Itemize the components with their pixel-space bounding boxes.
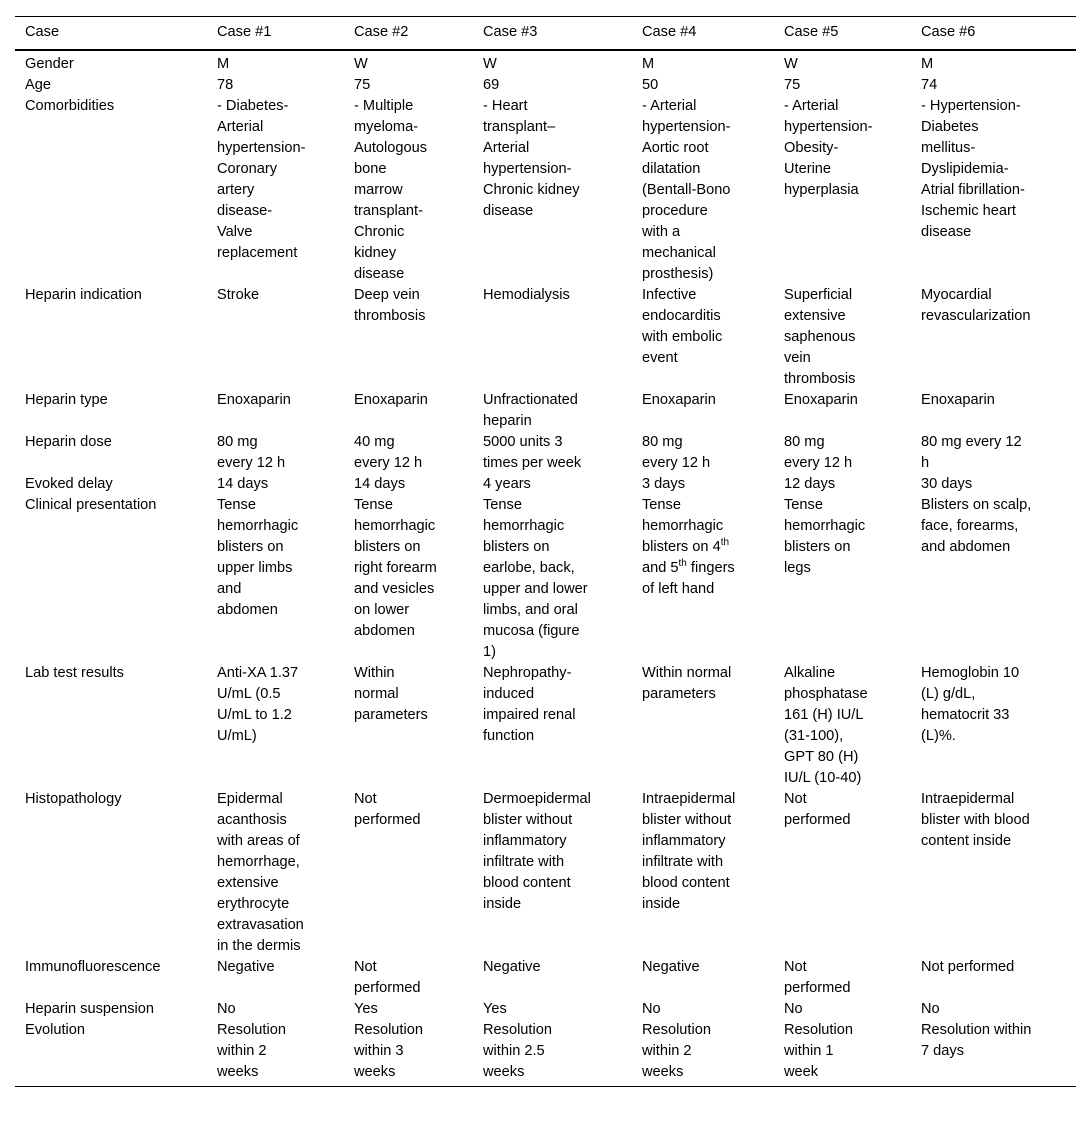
table-cell — [207, 75, 344, 96]
cell-text: 40 mg every 12 h — [354, 434, 423, 471]
cell-text: Within normal parameters — [642, 665, 732, 702]
cell-text: 74 — [921, 77, 938, 93]
cell-text: Not performed — [354, 791, 421, 828]
cell-text: No — [921, 1001, 940, 1017]
cell-text: Hemoglobin 10 (L) g/dL, hematocrit 33 (L)%. — [921, 665, 1020, 744]
cell-text: 80 mg every 12 h — [217, 434, 286, 471]
table-cell — [632, 390, 774, 432]
table-cell — [774, 390, 911, 432]
row-label — [15, 1020, 207, 1087]
cell-text: Yes — [354, 1001, 378, 1017]
superscript-text: th — [678, 558, 687, 570]
table-cell — [774, 75, 911, 96]
table-cell — [344, 474, 473, 495]
table-cell — [344, 957, 473, 999]
table-cell — [207, 285, 344, 390]
cell-text: M — [642, 56, 655, 72]
row-label — [15, 789, 207, 957]
case-table — [15, 16, 1076, 1087]
cell-text: Tense hemorrhagic blisters on legs — [784, 497, 866, 576]
table-cell — [911, 999, 1076, 1020]
table-row — [15, 663, 1076, 789]
cell-text: 5000 units 3 times per week — [483, 434, 582, 471]
cell-text: 69 — [483, 77, 500, 93]
cell-text: Tense hemorrhagic blisters on earlobe, back, upper and lower limbs, and oral mucosa (figure 1) — [483, 497, 588, 660]
column-header-case-4: Case #4 — [642, 24, 697, 40]
cell-text: - Heart transplant– Arterial hypertension- Chronic kidney disease — [483, 98, 580, 219]
table-cell — [632, 999, 774, 1020]
cell-text: Enoxaparin — [784, 392, 858, 408]
cell-text: 3 days — [642, 476, 685, 492]
table-cell — [632, 1020, 774, 1087]
cell-text: Dermoepidermal blister without inflammatory infiltrate with blood content inside — [483, 791, 591, 912]
column-header-case: Case — [25, 24, 60, 40]
cell-text: 14 days — [217, 476, 269, 492]
cell-text: Comorbidities — [25, 98, 115, 114]
cell-text: No — [642, 1001, 661, 1017]
table-cell — [774, 663, 911, 789]
table-cell — [473, 957, 632, 999]
cell-text: Not performed — [784, 959, 851, 996]
superscript-text: th — [720, 537, 730, 549]
cell-text: Stroke — [217, 287, 260, 303]
table-cell — [911, 474, 1076, 495]
cell-text: Heparin type — [25, 392, 108, 408]
row-label — [15, 663, 207, 789]
table-cell — [344, 50, 473, 75]
cell-text: Gender — [25, 56, 74, 72]
cell-text: 80 mg every 12 h — [784, 434, 853, 471]
table-cell — [911, 390, 1076, 432]
cell-text: Tense hemorrhagic blisters on upper limbs and abdomen — [217, 497, 299, 618]
table-cell — [632, 789, 774, 957]
cell-text: Unfractionated heparin — [483, 392, 578, 429]
cell-text: Evoked delay — [25, 476, 113, 492]
cell-text: - Arterial hypertension- Aortic root dilatation (Bentall-Bono procedure with a mechanical prosthesis) — [642, 98, 731, 282]
table-cell — [911, 50, 1076, 75]
cell-text: Infective endocarditis with embolic event — [642, 287, 723, 366]
table-cell — [911, 957, 1076, 999]
row-label — [15, 999, 207, 1020]
table-row — [15, 432, 1076, 474]
table-cell — [473, 474, 632, 495]
table-row — [15, 1020, 1076, 1087]
table-cell — [344, 789, 473, 957]
cell-text: No — [217, 1001, 236, 1017]
table-row — [15, 999, 1076, 1020]
table-cell — [207, 957, 344, 999]
cell-text: Anti-XA 1.37 U/mL (0.5 U/mL to 1.2 U/mL) — [217, 665, 299, 744]
table-cell — [473, 1020, 632, 1087]
row-label — [15, 957, 207, 999]
table-cell — [632, 957, 774, 999]
cell-text: Myocardial revascularization — [921, 287, 1031, 324]
table-cell — [473, 96, 632, 285]
cell-text: and 5 — [642, 560, 679, 576]
cell-text: 75 — [354, 77, 371, 93]
column-header-case-1: Case #1 — [217, 24, 272, 40]
table-cell — [911, 432, 1076, 474]
table-row — [15, 75, 1076, 96]
cell-text: Lab test results — [25, 665, 124, 681]
table-row — [15, 50, 1076, 75]
table-cell — [774, 432, 911, 474]
table-cell — [473, 390, 632, 432]
cell-text: Within normal parameters — [354, 665, 428, 723]
row-label — [15, 432, 207, 474]
cell-text: Alkaline phosphatase 161 (H) IU/L (31-100), GPT 80 (H) IU/L (10-40) — [784, 665, 868, 786]
table-cell — [207, 390, 344, 432]
cell-text: blisters on 4 — [642, 539, 721, 555]
cell-text: - Multiple myeloma- Autologous bone marrow transplant- Chronic kidney disease — [354, 98, 428, 282]
cell-text: Resolution within 1 week — [784, 1022, 853, 1080]
cell-text: hemorrhagic — [642, 518, 724, 534]
table-cell — [207, 50, 344, 75]
cell-text: Resolution within 2 weeks — [642, 1022, 711, 1080]
cell-text: Histopathology — [25, 791, 122, 807]
cell-text: Intraepidermal blister without inflammatory infiltrate with blood content inside — [642, 791, 736, 912]
cell-text: 80 mg every 12 h — [642, 434, 711, 471]
cell-text: Enoxaparin — [354, 392, 428, 408]
table-cell — [632, 663, 774, 789]
cell-text: Yes — [483, 1001, 507, 1017]
row-label — [15, 75, 207, 96]
cell-text: Enoxaparin — [642, 392, 716, 408]
table-cell — [473, 663, 632, 789]
table-cell — [632, 50, 774, 75]
cell-text: Clinical presentation — [25, 497, 157, 513]
table-cell — [473, 50, 632, 75]
cell-text: Deep vein thrombosis — [354, 287, 426, 324]
table-cell — [207, 96, 344, 285]
table-row — [15, 390, 1076, 432]
cell-text: Resolution within 7 days — [921, 1022, 1032, 1059]
cell-text: Negative — [217, 959, 275, 975]
table-cell — [774, 50, 911, 75]
cell-text: 50 — [642, 77, 659, 93]
table-cell — [774, 999, 911, 1020]
cell-text: Epidermal acanthosis with areas of hemorrhage, extensive erythrocyte extravasation in the dermis — [217, 791, 304, 954]
cell-text: Immunofluorescence — [25, 959, 161, 975]
row-label — [15, 495, 207, 663]
table-cell — [344, 285, 473, 390]
table-row — [15, 285, 1076, 390]
table-cell — [774, 1020, 911, 1087]
table-cell — [774, 495, 911, 663]
cell-text: 4 years — [483, 476, 531, 492]
cell-text: W — [784, 56, 798, 72]
cell-text: 30 days — [921, 476, 973, 492]
table-cell — [774, 789, 911, 957]
cell-text: Negative — [642, 959, 700, 975]
table-cell — [344, 1020, 473, 1087]
cell-text: Not performed — [784, 791, 851, 828]
cell-text: Intraepidermal blister with blood content inside — [921, 791, 1030, 849]
cell-text: Enoxaparin — [921, 392, 995, 408]
cell-text: 80 mg every 12 h — [921, 434, 1022, 471]
table-cell — [207, 789, 344, 957]
column-header-case-5: Case #5 — [784, 24, 839, 40]
table-cell — [207, 474, 344, 495]
table-cell — [632, 96, 774, 285]
cell-text: 75 — [784, 77, 801, 93]
table-cell — [473, 432, 632, 474]
row-label — [15, 96, 207, 285]
table-cell — [911, 789, 1076, 957]
table-cell — [911, 495, 1076, 663]
table-row — [15, 789, 1076, 957]
column-header-case-6: Case #6 — [921, 24, 976, 40]
table-row — [15, 495, 1076, 663]
cell-text: W — [483, 56, 497, 72]
table-cell — [911, 1020, 1076, 1087]
cell-text: M — [217, 56, 230, 72]
table-cell — [344, 432, 473, 474]
table-row — [15, 474, 1076, 495]
cell-text: Not performed — [921, 959, 1015, 975]
cell-text: Resolution within 3 weeks — [354, 1022, 423, 1080]
table-cell — [632, 495, 774, 663]
cell-text: Resolution within 2.5 weeks — [483, 1022, 552, 1080]
cell-text: M — [921, 56, 934, 72]
cell-text: fingers — [686, 560, 735, 576]
table-cell — [344, 999, 473, 1020]
table-cell — [344, 390, 473, 432]
cell-text: Enoxaparin — [217, 392, 291, 408]
cell-text: 12 days — [784, 476, 836, 492]
table-cell — [774, 285, 911, 390]
cell-text: Not performed — [354, 959, 421, 996]
row-label — [15, 390, 207, 432]
cell-text: Heparin dose — [25, 434, 112, 450]
table-cell — [774, 957, 911, 999]
table-cell — [911, 75, 1076, 96]
cell-text: Superficial extensive saphenous vein thrombosis — [784, 287, 856, 387]
table-cell — [774, 96, 911, 285]
table-cell — [911, 663, 1076, 789]
header-row — [15, 17, 1076, 51]
cell-text: Negative — [483, 959, 541, 975]
cell-text: of left hand — [642, 581, 715, 597]
table-cell — [632, 75, 774, 96]
table-cell — [911, 285, 1076, 390]
table-cell — [473, 789, 632, 957]
table-cell — [473, 495, 632, 663]
cell-text: Tense hemorrhagic blisters on right forearm and vesicles on lower abdomen — [354, 497, 437, 639]
cell-text: Evolution — [25, 1022, 86, 1038]
row-label — [15, 285, 207, 390]
cell-text: Heparin suspension — [25, 1001, 154, 1017]
table-cell — [911, 96, 1076, 285]
table-cell — [774, 474, 911, 495]
cell-text: - Hypertension- Diabetes mellitus- Dyslipidemia- Atrial fibrillation- Ischemic heart disease — [921, 98, 1025, 240]
cell-text: Nephropathy- induced impaired renal function — [483, 665, 576, 744]
table-cell — [344, 663, 473, 789]
row-label — [15, 50, 207, 75]
table-cell — [632, 285, 774, 390]
table-body — [15, 50, 1076, 1087]
cell-text: W — [354, 56, 368, 72]
table-cell — [207, 495, 344, 663]
cell-text: - Diabetes- Arterial hypertension- Coronary artery disease- Valve replacement — [217, 98, 306, 261]
table-cell — [473, 75, 632, 96]
table-cell — [344, 495, 473, 663]
cell-text: Resolution within 2 weeks — [217, 1022, 286, 1080]
table-cell — [473, 285, 632, 390]
table-cell — [344, 96, 473, 285]
column-header-case-3: Case #3 — [483, 24, 538, 40]
column-header-case-2: Case #2 — [354, 24, 409, 40]
table-row — [15, 957, 1076, 999]
table-cell — [207, 999, 344, 1020]
table-cell — [207, 1020, 344, 1087]
cell-text: - Arterial hypertension- Obesity- Uterine hyperplasia — [784, 98, 873, 198]
cell-text: Age — [25, 77, 51, 93]
cell-text: No — [784, 1001, 803, 1017]
table-cell — [207, 432, 344, 474]
table-row — [15, 96, 1076, 285]
clinical-presentation-case-4 — [642, 497, 735, 597]
table-cell — [207, 663, 344, 789]
cell-text: Blisters on scalp, face, forearms, and abdomen — [921, 497, 1032, 555]
cell-text: Tense — [642, 497, 681, 513]
cell-text: 78 — [217, 77, 234, 93]
table-cell — [344, 75, 473, 96]
cell-text: 14 days — [354, 476, 406, 492]
table-cell — [632, 432, 774, 474]
cell-text: Hemodialysis — [483, 287, 570, 303]
row-label — [15, 474, 207, 495]
table-cell — [473, 999, 632, 1020]
cell-text: Heparin indication — [25, 287, 142, 303]
table-cell — [632, 474, 774, 495]
